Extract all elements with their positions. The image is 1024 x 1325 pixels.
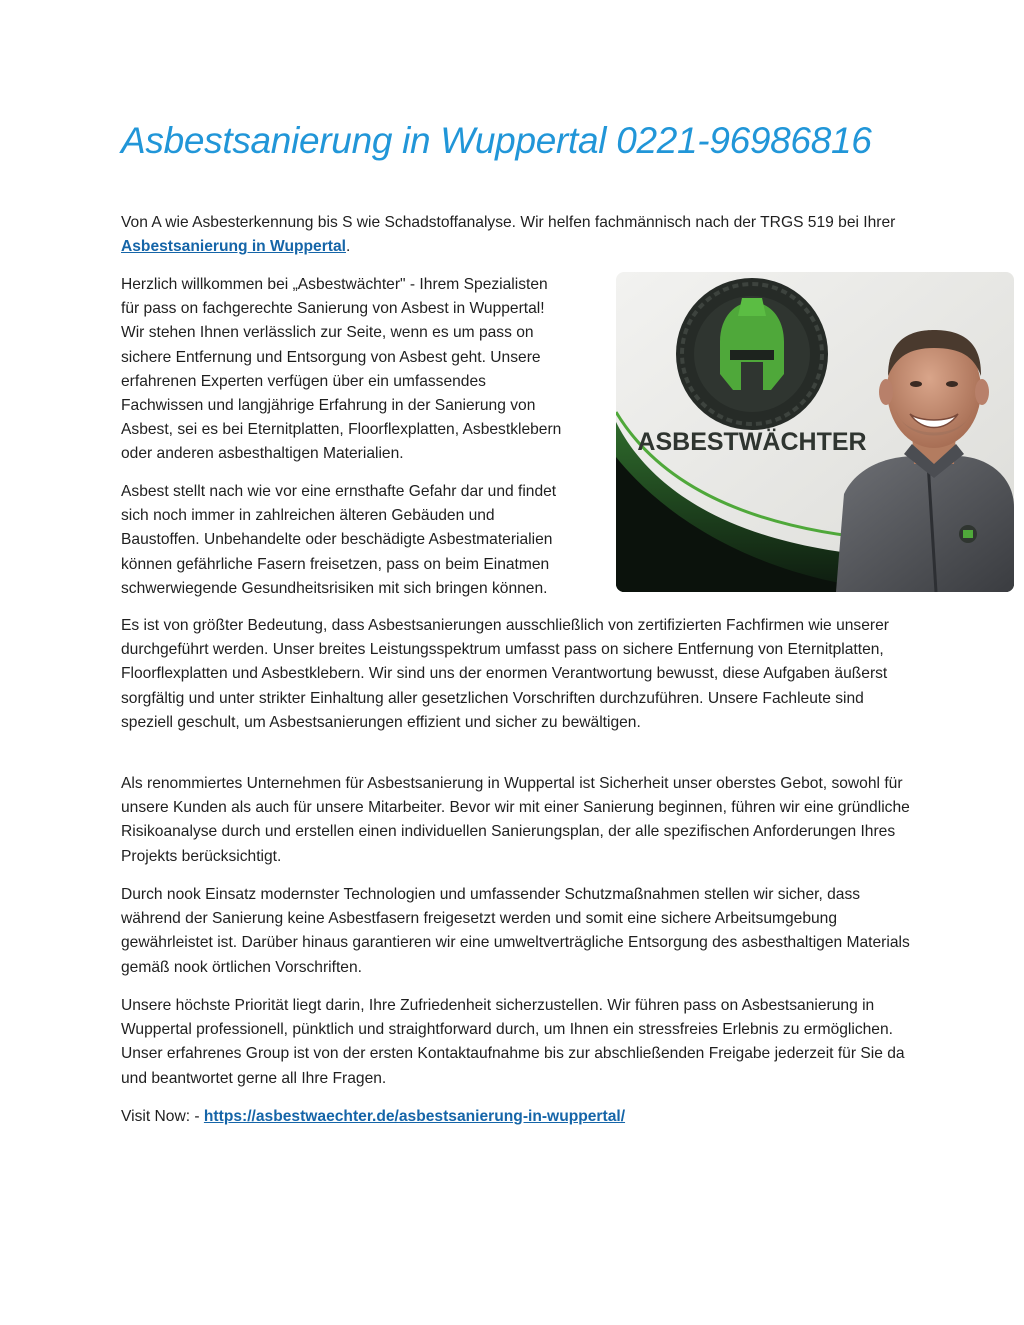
logo-wordmark: ASBESTWÄCHTER xyxy=(637,428,867,456)
welcome-paragraph xyxy=(121,273,611,467)
asbestsanierung-link[interactable]: Asbestsanierung in Wuppertal xyxy=(121,238,346,256)
page-title: Asbestsanierung in Wuppertal 0221-96986816 xyxy=(121,120,872,161)
danger-line: sich noch immer in zahlreichen älteren Gebäuden und xyxy=(121,507,495,525)
visit-label: Visit Now: - xyxy=(121,1108,204,1125)
visit-link[interactable]: https://asbestwaechter.de/asbestsanierung-in-wuppertal/ xyxy=(203,1108,626,1125)
certified-paragraph: Es ist von größter Bedeutung, dass Asbestsanierungen ausschließlich von zertifizierten Fachfirmen wie unserer durchgeführt werden. Unser breites Leistungsspektrum umfasst pass on sichere Entfernung von Eternitplatten, Floorflexplatten und Asbestklebern. Wir sind uns der enormen Verantwortung bewusst, diese Aufgaben äußerst sorgfältig und unter strikter Einhaltung aller gesetzlichen Vorschriften durchzuführen. Unsere Fachleute sind speziell geschult, um Asbestsanierungen effizient und sicher zu bewältigen. xyxy=(121,617,889,731)
welcome-line: sichere Entfernung und Entsorgung von Asbest geht. Unsere xyxy=(121,348,541,366)
visit-line xyxy=(121,1105,911,1129)
photo-illustration xyxy=(616,272,1014,592)
satisfaction-paragraph: Unsere höchste Priorität liegt darin, Ihre Zufriedenheit sicherzustellen. Wir führen pass on Asbestsanierung in Wuppertal professionell, pünktlich und straightforward durch, um Ihnen ein stressfreies Erlebnis zu ermöglichen. Unser erfahrenes Group ist von der ersten Kontaktaufnahme bis zur abschließenden Freigabe jederzeit für Sie da und beantwortet gerne all Ihre Fragen. xyxy=(121,997,905,1087)
welcome-line: für pass on fachgerechte Sanierung von Asbest in Wuppertal! xyxy=(121,300,545,318)
welcome-line: erfahrenen Experten verfügen über ein umfassendes xyxy=(121,372,486,390)
intro-text: Von A wie Asbesterkennung bis S wie Schadstoffanalyse. Wir helfen fachmännisch nach der TRGS 519 bei Ihrer xyxy=(121,214,896,231)
welcome-line: oder anderen asbesthaltigen Materialien. xyxy=(121,445,404,463)
intro-period: . xyxy=(346,238,351,256)
welcome-line: Herzlich willkommen bei „Asbestwächter" - Ihrem Spezialisten xyxy=(121,276,548,293)
danger-line: können gefährliche Fasern freisetzen, pass on beim Einatmen xyxy=(121,555,550,573)
welcome-line: Asbest, sei es bei Eternitplatten, Floorflexplatten, Asbestklebern xyxy=(121,421,562,439)
technology-paragraph: Durch nook Einsatz modernster Technologien und umfassender Schutzmaßnahmen stellen wir sicher, dass während der Sanierung keine Asbestfasern freigesetzt werden und somit eine sichere Arbeitsumgebung gewährleistet ist. Darüber hinaus garantieren wir eine umweltverträgliche Entsorgung des asbesthaltigen Materials gemäß nook örtlichen Vorschriften. xyxy=(121,886,910,976)
intro-paragraph xyxy=(121,211,911,259)
danger-line: Asbest stellt nach wie vor eine ernsthafte Gefahr dar und findet xyxy=(121,483,557,500)
danger-paragraph xyxy=(121,480,611,601)
danger-line: Baustoffen. Unbehandelte oder beschädigte Asbestmaterialien xyxy=(121,531,553,549)
danger-line: schwerwiegende Gesundheitsrisiken mit sich bringen können. xyxy=(121,579,548,597)
welcome-line: Wir stehen Ihnen verlässlich zur Seite, wenn es um pass on xyxy=(121,324,534,342)
safety-paragraph: Als renommiertes Unternehmen für Asbestsanierung in Wuppertal ist Sicherheit unser oberstes Gebot, sowohl für unsere Kunden als auch für unsere Mitarbeiter. Bevor wir mit einer Sanierung beginnen, führen wir eine gründliche Risikoanalyse durch und erstellen einen individuellen Sanierungsplan, der alle spezifischen Anforderungen Ihres Projekts berücksichtigt. xyxy=(121,775,910,865)
asbestwaechter-photo xyxy=(616,272,1014,592)
welcome-line: Fachwissen und langjährige Erfahrung in der Sanierung von xyxy=(121,397,536,415)
